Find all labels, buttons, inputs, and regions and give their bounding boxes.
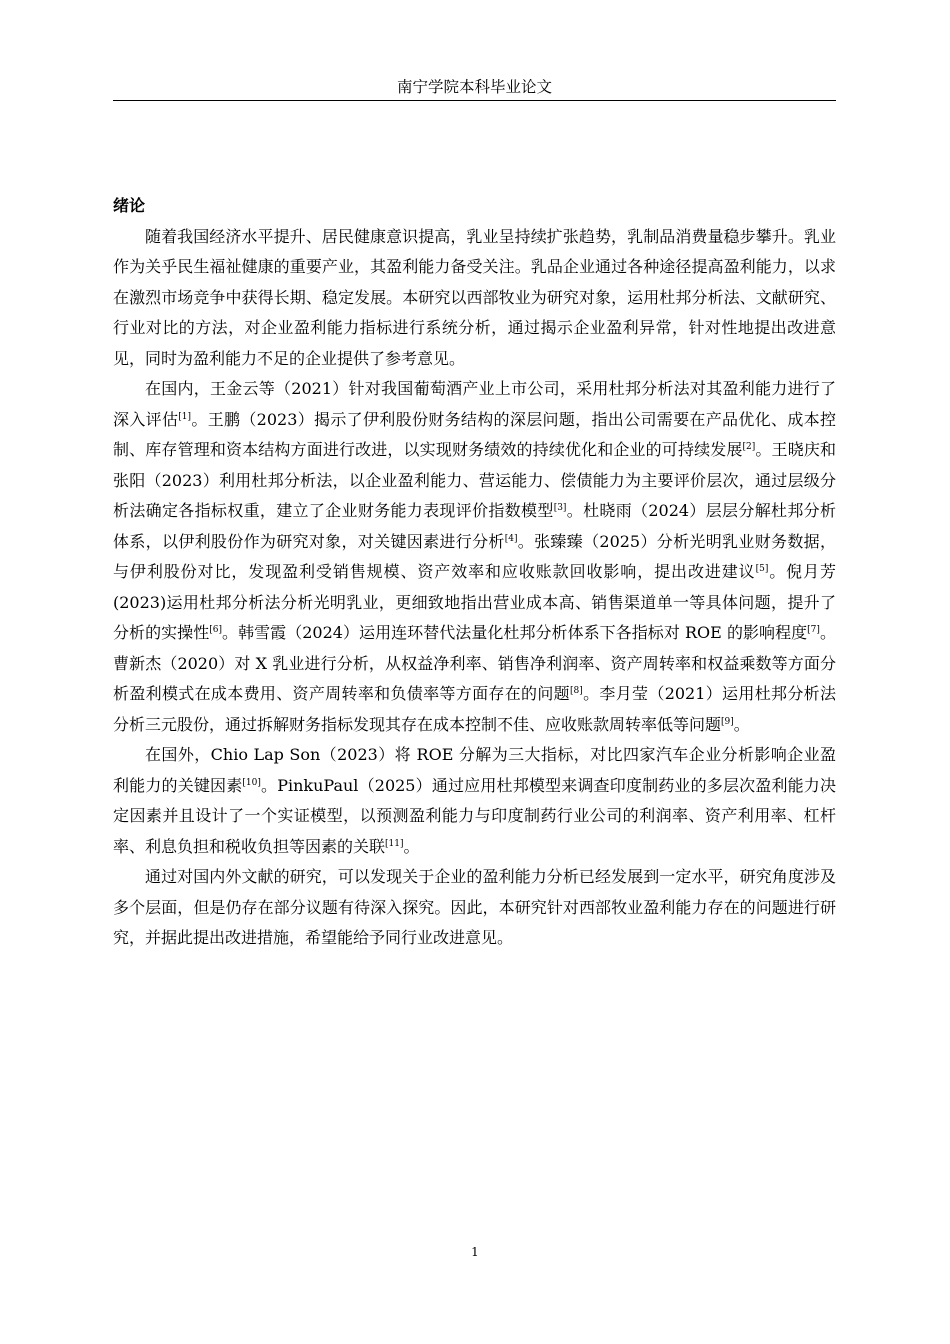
paragraph-text: 通过对国内外文献的研究，可以发现关于企业的盈利能力分析已经发展到一定水平，研究角度涉及多个层面，但是仍存在部分议题有待深入探究。因此，本研究针对西部牧业盈利能力存在的问题进行研究，并据此提出改进措施，希望能给予同行业改进意见。 — [113, 867, 836, 947]
page-body — [113, 191, 836, 954]
page-number: 1 — [471, 1245, 479, 1259]
citation-marker[interactable]: [4] — [504, 533, 518, 544]
paragraph-text: 在国外，Chio Lap Son（2023）将 ROE 分解为三大指标，对比四家汽车企业分析影响企业盈利能力的关键因素 — [113, 745, 836, 795]
paragraph-text: 。韩雪霞（2024）运用连环替代法量化杜邦分析体系下各指标对 ROE 的影响程度 — [222, 623, 808, 642]
paragraph-text: 。王晓庆和张阳（2023）利用杜邦分析法，以企业盈利能力、营运能力、偿债能力为主要评价层次，通过层级分析法确定各指标权重，建立了企业财务能力表现评价指数模型 — [113, 440, 836, 520]
section-heading: 绪论 — [113, 196, 146, 215]
citation-marker[interactable]: [2] — [742, 442, 756, 453]
running-header: 南宁学院本科毕业论文 — [396, 78, 552, 96]
body-paragraph — [113, 740, 836, 862]
paragraphs-container — [113, 222, 836, 954]
paragraph-text: 在国内，王金云等（2021）针对我国葡萄酒产业上市公司，采用杜邦分析法对其盈利能力进行了深入评估 — [113, 379, 836, 429]
body-paragraph — [113, 222, 836, 375]
citation-marker[interactable]: [6] — [209, 625, 222, 636]
paragraph-text: 。张臻臻（2025）分析光明乳业财务数据，与伊利股份对比，发现盈利受销售规模、资产效率和应收账款回收影响，提出改进建议 — [113, 531, 836, 581]
citation-marker[interactable]: [7] — [807, 625, 820, 636]
citation-marker[interactable]: [9] — [721, 716, 734, 727]
citation-marker[interactable]: [3] — [553, 503, 567, 514]
citation-marker[interactable]: [1] — [178, 411, 192, 422]
body-paragraph — [113, 862, 836, 954]
citation-marker[interactable]: [5] — [755, 564, 769, 575]
paragraph-text: 。曹新杰（2020）对 X 乳业进行分析，从权益净利率、销售净利润率、资产周转率和权益乘数等方面分析盈利模式在成本费用、资产周转率和负债率等方面存在的问题 — [113, 623, 836, 703]
paragraph-text: 。杜晓雨（2024）层层分解杜邦分析体系，以伊利股份作为研究对象，对关键因素进行分析 — [113, 501, 836, 551]
body-paragraph — [113, 374, 836, 740]
header-divider — [113, 100, 836, 101]
paragraph-text: 随着我国经济水平提升、居民健康意识提高，乳业呈持续扩张趋势，乳制品消费量稳步攀升。乳业作为关乎民生福祉健康的重要产业，其盈利能力备受关注。乳品企业通过各种途径提高盈利能力，以求在激烈市场竞争中获得长期、稳定发展。本研究以西部牧业为研究对象，运用杜邦分析法、文献研究、行业对比的方法，对企业盈利能力指标进行系统分析，通过揭示企业盈利异常，针对性地提出改进意见，同时为盈利能力不足的企业提供了参考意见。 — [113, 226, 836, 368]
paragraph-text: 。 — [403, 836, 420, 856]
paragraph-text: 。李月莹（2021）运用杜邦分析法分析三元股份，通过拆解财务指标发现其存在成本控制不佳、应收账款周转率低等问题 — [113, 684, 836, 734]
paragraph-text: 。 — [733, 714, 750, 734]
paragraph-text: 。倪月芳(2023)运用杜邦分析法分析光明乳业，更细致地指出营业成本高、销售渠道单一等具体问题，提升了分析的实操性 — [113, 562, 836, 642]
paragraph-text: 。PinkuPaul（2025）通过应用杜邦模型来调查印度制药业的多层次盈利能力决定因素并且设计了一个实证模型，以预测盈利能力与印度制药行业公司的利润率、资产利用率、杠杆率、利息负担和税收负担等因素的关联 — [113, 775, 836, 856]
citation-marker[interactable]: [11] — [385, 838, 404, 849]
citation-marker[interactable]: [8] — [570, 686, 583, 697]
citation-marker[interactable]: [10] — [242, 777, 261, 788]
paragraph-text: 。王鹏（2023）揭示了伊利股份财务结构的深层问题，指出公司需要在产品优化、成本控制、库存管理和资本结构方面进行改进，以实现财务绩效的持续优化和企业的可持续发展 — [113, 409, 836, 459]
